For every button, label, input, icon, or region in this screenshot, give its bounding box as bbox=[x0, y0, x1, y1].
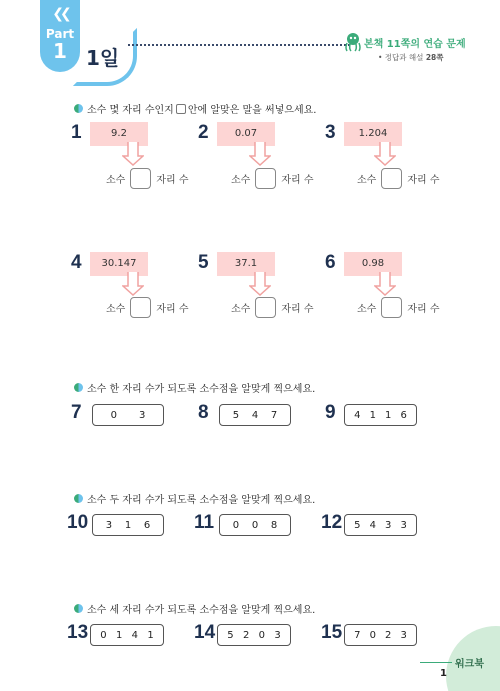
problem-number: 8 bbox=[198, 402, 209, 423]
instruction-text: 소수 한 자리 수가 되도록 소수점을 알맞게 찍으세요. bbox=[87, 384, 316, 395]
place-prefix: 소수 bbox=[357, 175, 377, 186]
digit-box[interactable] bbox=[217, 624, 291, 646]
section-2-instruction bbox=[74, 380, 315, 395]
problem-number: 14 bbox=[194, 622, 216, 643]
answer-note-prefix: • 정답과 해설 bbox=[378, 53, 424, 62]
section-4-instruction bbox=[74, 601, 315, 616]
digit: 4 bbox=[369, 519, 376, 531]
bullet-icon bbox=[74, 383, 83, 392]
digit: 5 bbox=[232, 409, 240, 421]
header-divider bbox=[128, 44, 350, 46]
answer-note-page: 28쪽 bbox=[425, 53, 444, 62]
digit: 1 bbox=[124, 519, 132, 531]
place-prefix: 소수 bbox=[231, 175, 251, 186]
bullet-icon bbox=[74, 604, 83, 613]
answer-box[interactable] bbox=[255, 297, 276, 318]
digit: 0 bbox=[251, 519, 259, 531]
digit: 0 bbox=[232, 519, 240, 531]
problem-number: 9 bbox=[325, 402, 336, 423]
octopus-icon bbox=[344, 32, 362, 52]
bullet-icon bbox=[74, 104, 83, 113]
problem-number: 7 bbox=[71, 402, 82, 423]
digit: 3 bbox=[139, 409, 146, 421]
digit: 5 bbox=[354, 519, 361, 531]
digit-box[interactable] bbox=[92, 514, 164, 536]
digit: 1 bbox=[369, 409, 376, 421]
down-arrow-icon bbox=[249, 142, 271, 166]
digit: 3 bbox=[385, 519, 392, 531]
double-chevron-left-icon: ❮❮ bbox=[52, 6, 68, 22]
digit: 2 bbox=[242, 629, 250, 641]
place-answer-row bbox=[357, 297, 440, 318]
digit: 0 bbox=[258, 629, 266, 641]
digit-box[interactable] bbox=[92, 404, 164, 426]
problem-number: 2 bbox=[198, 122, 209, 143]
section-3-instruction bbox=[74, 491, 315, 506]
answer-box[interactable] bbox=[381, 168, 402, 189]
place-answer-row bbox=[231, 168, 314, 189]
answer-box[interactable] bbox=[255, 168, 276, 189]
decimal-value: 1.204 bbox=[344, 122, 402, 146]
digit: 8 bbox=[270, 519, 278, 531]
day-label: 1일 bbox=[86, 46, 120, 70]
footer-line bbox=[420, 662, 452, 663]
problem-number: 12 bbox=[321, 512, 343, 533]
digit: 6 bbox=[400, 409, 407, 421]
digit: 7 bbox=[354, 629, 361, 641]
digit: 4 bbox=[251, 409, 259, 421]
place-suffix: 자리 수 bbox=[407, 304, 440, 315]
answer-box[interactable] bbox=[381, 297, 402, 318]
place-suffix: 자리 수 bbox=[281, 304, 314, 315]
decimal-value: 37.1 bbox=[217, 252, 275, 276]
digit: 2 bbox=[385, 629, 392, 641]
decimal-value: 30.147 bbox=[90, 252, 148, 276]
digit-box[interactable] bbox=[219, 404, 291, 426]
decimal-value: 0.98 bbox=[344, 252, 402, 276]
down-arrow-icon bbox=[374, 272, 396, 296]
down-arrow-icon bbox=[249, 272, 271, 296]
section-1-instruction bbox=[74, 101, 316, 116]
part-number: 1 bbox=[53, 39, 67, 63]
digit: 5 bbox=[227, 629, 234, 641]
digit: 3 bbox=[400, 519, 407, 531]
digit: 3 bbox=[105, 519, 113, 531]
place-answer-row bbox=[106, 168, 189, 189]
place-prefix: 소수 bbox=[231, 304, 251, 315]
digit-box[interactable] bbox=[344, 624, 417, 646]
place-suffix: 자리 수 bbox=[156, 175, 189, 186]
digit: 1 bbox=[385, 409, 392, 421]
digit: 4 bbox=[354, 409, 361, 421]
instruction-text: 소수 두 자리 수가 되도록 소수점을 알맞게 찍으세요. bbox=[87, 495, 316, 506]
practice-title: 본책 11쪽의 연습 문제 bbox=[364, 39, 466, 50]
decimal-value: 0.07 bbox=[217, 122, 275, 146]
digit: 1 bbox=[147, 629, 154, 641]
digit: 0 bbox=[369, 629, 376, 641]
digit: 3 bbox=[400, 629, 407, 641]
place-answer-row bbox=[106, 297, 189, 318]
digit: 6 bbox=[143, 519, 151, 531]
digit: 7 bbox=[270, 409, 278, 421]
answer-box[interactable] bbox=[130, 297, 151, 318]
place-prefix: 소수 bbox=[106, 175, 126, 186]
instruction-text-after: 안에 알맞은 말을 써넣으세요. bbox=[187, 105, 317, 116]
place-prefix: 소수 bbox=[106, 304, 126, 315]
blank-box-icon bbox=[176, 104, 186, 114]
digit-box[interactable] bbox=[90, 624, 164, 646]
instruction-text-before: 소수 몇 자리 수인지 bbox=[87, 105, 174, 116]
page-number: 1 bbox=[440, 668, 447, 679]
place-answer-row bbox=[231, 297, 314, 318]
digit: 0 bbox=[100, 629, 107, 641]
problem-number: 4 bbox=[71, 252, 82, 273]
part-label: Part bbox=[45, 27, 75, 41]
down-arrow-icon bbox=[374, 142, 396, 166]
digit-box[interactable] bbox=[344, 404, 417, 426]
place-suffix: 자리 수 bbox=[407, 175, 440, 186]
place-answer-row bbox=[357, 168, 440, 189]
problem-number: 6 bbox=[325, 252, 336, 273]
answer-box[interactable] bbox=[130, 168, 151, 189]
problem-number: 3 bbox=[325, 122, 336, 143]
decimal-value: 9.2 bbox=[90, 122, 148, 146]
digit-box[interactable] bbox=[344, 514, 417, 536]
down-arrow-icon bbox=[122, 142, 144, 166]
digit-box[interactable] bbox=[219, 514, 291, 536]
place-suffix: 자리 수 bbox=[156, 304, 189, 315]
digit: 0 bbox=[110, 409, 117, 421]
problem-number: 11 bbox=[194, 512, 215, 533]
place-prefix: 소수 bbox=[357, 304, 377, 315]
problem-number: 13 bbox=[67, 622, 89, 643]
problem-number: 15 bbox=[321, 622, 343, 643]
digit: 4 bbox=[131, 629, 139, 641]
bullet-icon bbox=[74, 494, 83, 503]
workbook-label: 워크북 bbox=[455, 659, 484, 670]
problem-number: 5 bbox=[198, 252, 209, 273]
problem-number: 10 bbox=[67, 512, 89, 533]
problem-number: 1 bbox=[71, 122, 82, 143]
answer-note bbox=[378, 52, 444, 63]
digit: 1 bbox=[115, 629, 123, 641]
down-arrow-icon bbox=[122, 272, 144, 296]
instruction-text: 소수 세 자리 수가 되도록 소수점을 알맞게 찍으세요. bbox=[87, 605, 316, 616]
place-suffix: 자리 수 bbox=[281, 175, 314, 186]
digit: 3 bbox=[274, 629, 281, 641]
